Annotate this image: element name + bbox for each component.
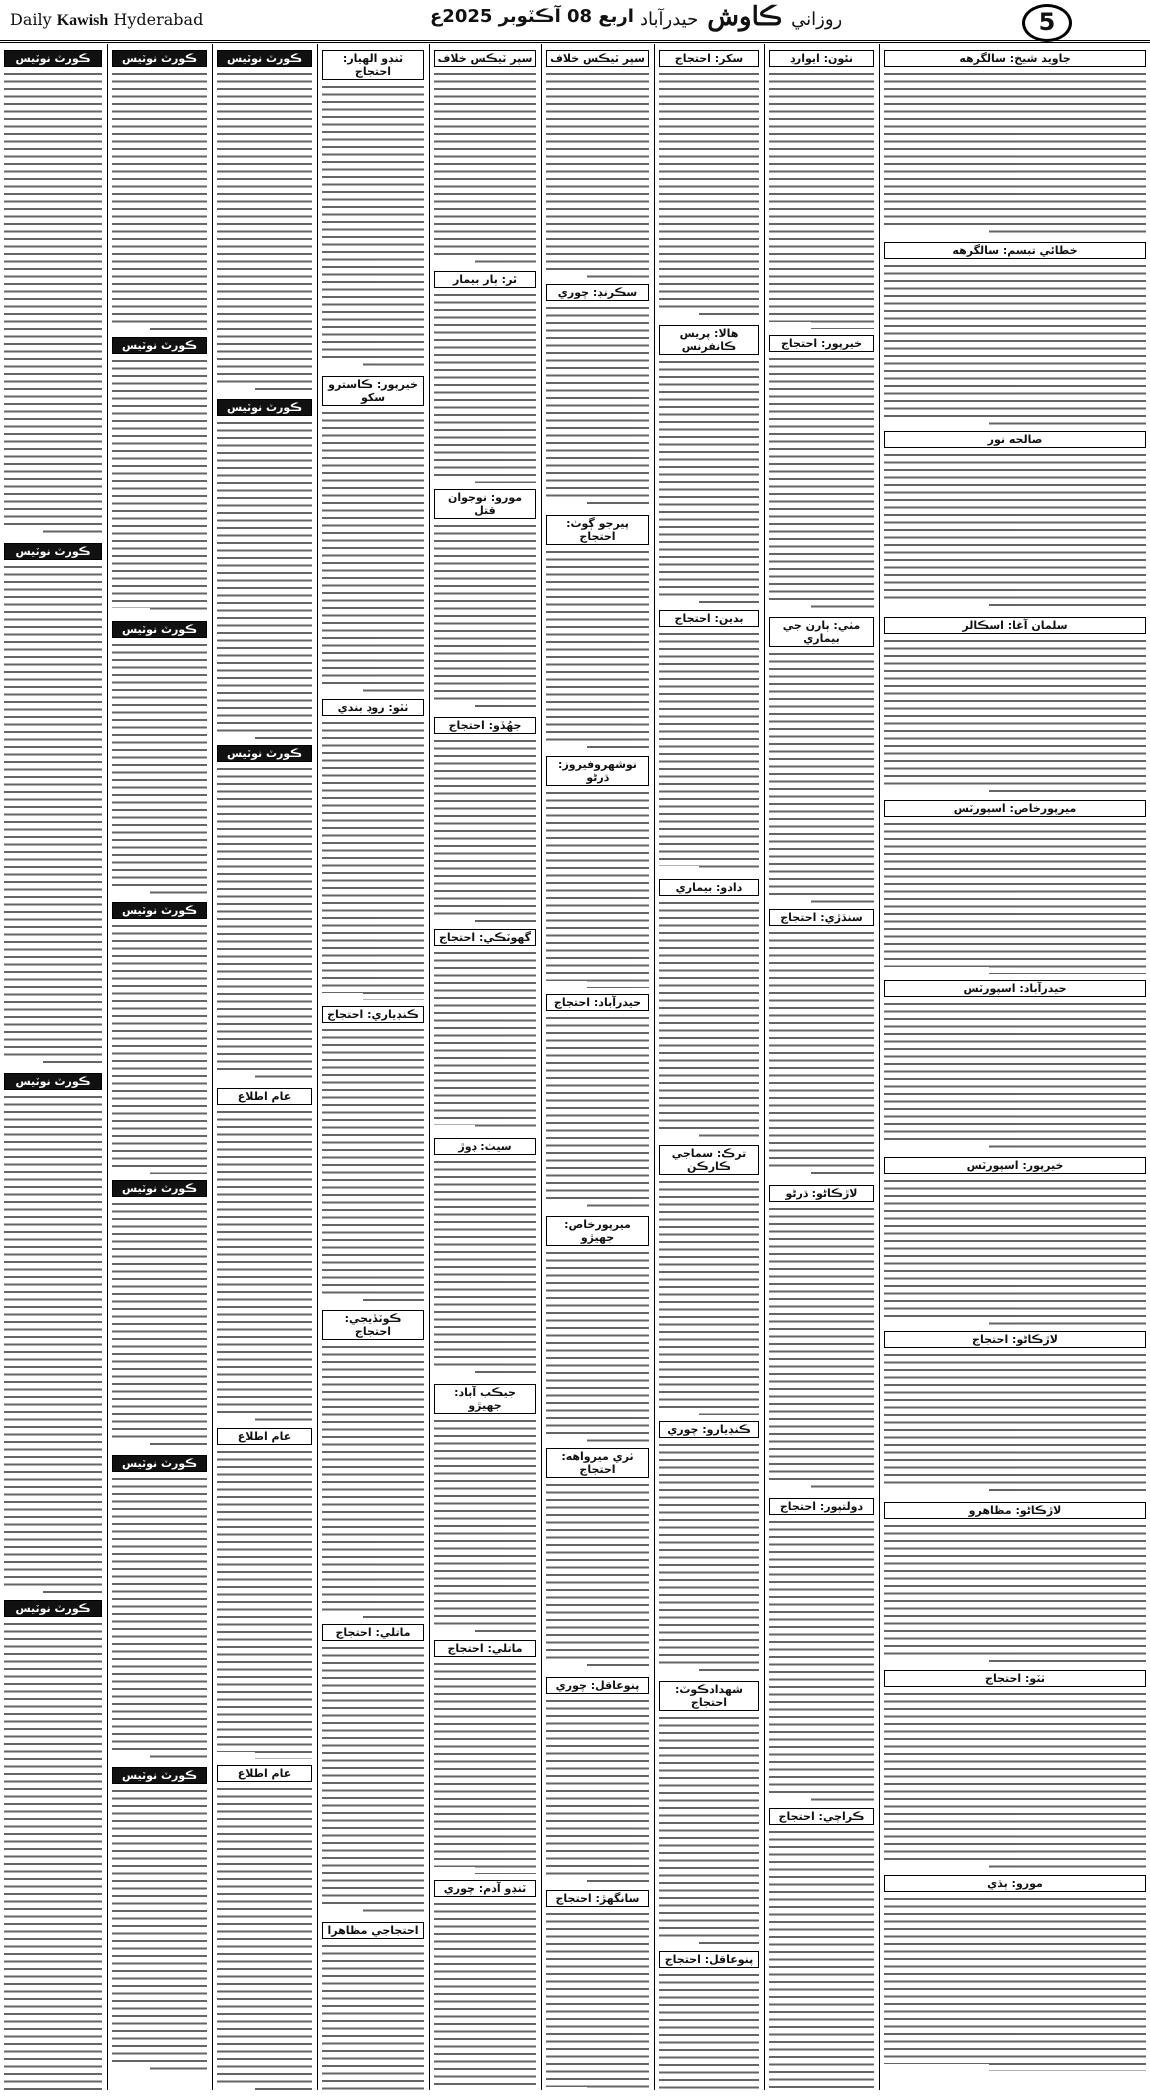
column-rule xyxy=(317,44,318,2090)
article-headline: گهوٽڪي: احتجاج xyxy=(434,929,536,946)
article-body xyxy=(217,765,312,1082)
article-body xyxy=(884,1522,1146,1664)
article-body xyxy=(884,820,1146,974)
article-headline: خيرپور: اسپورٽس xyxy=(884,1157,1146,1174)
article-headline: ميرپورخاص: جھيڙو xyxy=(546,1216,649,1246)
article-body xyxy=(884,1177,1146,1325)
article-headline: ڪورٽ نوٽيس xyxy=(112,902,207,919)
brand-name: ڪاوش xyxy=(707,2,783,32)
news-column-9 xyxy=(880,44,1150,2090)
article-body xyxy=(659,1971,759,2090)
article-headline: ٺري ميرواهه: احتجاج xyxy=(546,1448,649,1478)
article-body xyxy=(546,1014,649,1210)
article-body xyxy=(546,1481,649,1671)
article-body xyxy=(659,1714,759,1945)
article-headline: مورو: ٻڌي xyxy=(884,1875,1146,1892)
article-body xyxy=(434,1158,536,1378)
article-headline: جھُڏو: احتجاج xyxy=(434,717,536,734)
article-body xyxy=(659,70,759,319)
article-headline: ڪورٽ نوٽيس xyxy=(4,1073,102,1090)
page-number: 5 xyxy=(1022,4,1072,42)
article-headline: شهدادڪوٽ: احتجاج xyxy=(659,1681,759,1711)
article-body xyxy=(4,563,102,1067)
article-body xyxy=(884,262,1146,425)
article-body xyxy=(217,70,312,393)
masthead-daily: Daily xyxy=(10,10,52,29)
article-headline: پيرجو ڳوٺ: احتجاج xyxy=(546,515,649,545)
article-headline: سيٺ: ڊوڙ xyxy=(434,1138,536,1155)
article-headline: ڪورٽ نوٽيس xyxy=(217,50,312,67)
english-masthead xyxy=(10,10,203,30)
article-headline: نئون: ايوارڊ xyxy=(769,50,874,67)
masthead-city-en: Hyderabad xyxy=(113,10,204,29)
article-headline: مورو: نوجوان قتل xyxy=(434,489,536,519)
article-headline: سلمان آغا: اسڪالر xyxy=(884,617,1146,634)
news-column-2 xyxy=(108,44,211,2090)
article-headline: پنوعاقل: چوري xyxy=(546,1677,649,1694)
article-headline: نوشهروفيروز: ڌرڻو xyxy=(546,756,649,786)
article-body xyxy=(659,899,759,1139)
article-body xyxy=(112,1787,207,2070)
article-body xyxy=(546,70,649,278)
article-body xyxy=(884,1000,1146,1151)
article-body xyxy=(434,949,536,1132)
article-body xyxy=(322,719,424,1000)
article-body xyxy=(217,419,312,739)
article-headline: دولتپور: احتجاج xyxy=(769,1498,874,1515)
article-headline: ڪورٽ نوٽيس xyxy=(4,50,102,67)
article-headline: لاڙڪاڻو: احتجاج xyxy=(884,1331,1146,1348)
issue-date: اربع 08 آڪٽوبر 2025ع xyxy=(430,6,634,27)
article-body xyxy=(112,641,207,896)
article-headline: ڪوٽڏيجي: احتجاج xyxy=(322,1310,424,1340)
article-body xyxy=(884,1351,1146,1496)
article-headline: جيڪب آباد: جھيڙو xyxy=(434,1384,536,1414)
article-headline: پنوعاقل: احتجاج xyxy=(659,1951,759,1968)
article-headline: بدين: احتجاج xyxy=(659,610,759,627)
masthead xyxy=(0,0,1150,43)
article-headline: خيرپور: ڪاسترو سکو xyxy=(322,376,424,406)
article-headline: ڪورٽ نوٽيس xyxy=(112,1767,207,1784)
article-body xyxy=(769,929,874,1179)
article-headline: ڪنڊيارو: چوري xyxy=(659,1421,759,1438)
article-headline: سانگهڙ: احتجاج xyxy=(546,1890,649,1907)
article-body xyxy=(217,1108,312,1422)
article-body xyxy=(884,637,1146,794)
news-column-6 xyxy=(542,44,653,2090)
article-body xyxy=(112,1475,207,1761)
article-body xyxy=(322,1644,424,1916)
article-headline: ڪورٽ نوٽيس xyxy=(217,399,312,416)
article-headline: دادو: بيماري xyxy=(659,879,759,896)
article-body xyxy=(546,789,649,988)
article-body xyxy=(546,548,649,750)
column-rule xyxy=(541,44,542,2090)
article-headline: هالا: پريس ڪانفرنس xyxy=(659,325,759,355)
article-headline: ڪنڊياري: احتجاج xyxy=(322,1006,424,1023)
article-headline: عام اطلاع xyxy=(217,1088,312,1105)
column-rule xyxy=(764,44,765,2090)
article-headline: ترڪ: سماجي ڪارڪن xyxy=(659,1145,759,1175)
column-rule xyxy=(429,44,430,2090)
article-body xyxy=(4,70,102,537)
column-rule xyxy=(107,44,108,2090)
article-headline: حيدرآباد: اسپورٽس xyxy=(884,980,1146,997)
article-headline: ٺٽو: احتجاج xyxy=(884,1670,1146,1687)
article-body xyxy=(434,70,536,265)
article-body xyxy=(4,1620,102,2090)
article-body xyxy=(884,70,1146,236)
article-headline: سڪرنڊ: چوري xyxy=(546,284,649,301)
article-headline: سپر ٽيڪس خلاف xyxy=(546,50,649,67)
article-headline: ڪورٽ نوٽيس xyxy=(112,337,207,354)
news-column-3 xyxy=(213,44,316,2090)
article-body xyxy=(659,630,759,873)
article-headline: جاويد شيخ: سالگرهه xyxy=(884,50,1146,67)
article-body xyxy=(546,1697,649,1884)
news-column-5 xyxy=(430,44,540,2090)
article-body xyxy=(434,1660,536,1874)
article-body xyxy=(112,357,207,615)
column-rule xyxy=(879,44,880,2090)
article-headline: سکر: احتجاج xyxy=(659,50,759,67)
article-headline: ڪورٽ نوٽيس xyxy=(112,1455,207,1472)
article-headline: سپر ٽيڪس خلاف xyxy=(434,50,536,67)
news-column-1 xyxy=(0,44,106,2090)
article-body xyxy=(112,70,207,331)
article-headline: لاڙڪاڻو: مظاهرو xyxy=(884,1502,1146,1519)
news-column-8 xyxy=(765,44,878,2090)
brand-prefix: روزاني xyxy=(791,9,843,30)
article-headline: ٿر: ٻار بيمار xyxy=(434,271,536,288)
article-headline: خيرپور: احتجاج xyxy=(769,335,874,352)
article-body xyxy=(434,737,536,923)
article-body xyxy=(217,1785,312,2090)
article-body xyxy=(322,83,424,370)
article-body xyxy=(769,1828,874,2090)
article-headline: ٽنڊو الهيار: احتجاج xyxy=(322,50,424,80)
article-body xyxy=(112,922,207,1174)
article-headline: ڪورٽ نوٽيس xyxy=(4,543,102,560)
article-headline: ڪورٽ نوٽيس xyxy=(217,745,312,762)
article-headline: عام اطلاع xyxy=(217,1765,312,1782)
article-headline: ماتلي: احتجاج xyxy=(322,1624,424,1641)
article-headline: ڪورٽ نوٽيس xyxy=(112,621,207,638)
article-headline: حيدرآباد: احتجاج xyxy=(546,994,649,1011)
article-headline: ٺٽو: روڊ بندي xyxy=(322,699,424,716)
sindhi-masthead xyxy=(640,2,842,32)
article-body xyxy=(434,1900,536,2090)
article-headline: احتجاجي مظاهرا xyxy=(322,1922,424,1939)
article-body xyxy=(546,304,649,509)
column-rule xyxy=(212,44,213,2090)
article-headline: ڪورٽ نوٽيس xyxy=(112,50,207,67)
article-headline: ڪراچي: احتجاج xyxy=(769,1808,874,1825)
article-body xyxy=(546,1910,649,2090)
column-rule xyxy=(654,44,655,2090)
article-body xyxy=(769,1518,874,1802)
article-body xyxy=(322,1942,424,2090)
article-body xyxy=(769,1205,874,1492)
article-headline: ميرپورخاص: اسپورٽس xyxy=(884,800,1146,817)
article-headline: لاڙڪاڻو: ڌرڻو xyxy=(769,1185,874,1202)
article-body xyxy=(434,522,536,711)
article-body xyxy=(769,650,874,903)
article-body xyxy=(659,1178,759,1415)
article-body xyxy=(112,1200,207,1449)
news-column-4 xyxy=(318,44,428,2090)
article-headline: ماتلي: احتجاج xyxy=(434,1640,536,1657)
article-body xyxy=(769,70,874,329)
article-body xyxy=(217,1448,312,1759)
article-body xyxy=(659,1441,759,1675)
article-headline: عام اطلاع xyxy=(217,1428,312,1445)
article-body xyxy=(769,355,874,611)
article-headline: ڪورٽ نوٽيس xyxy=(4,1600,102,1617)
article-body xyxy=(884,1895,1146,2071)
article-headline: صالحه نور xyxy=(884,431,1146,448)
article-body xyxy=(659,358,759,604)
article-body xyxy=(322,1026,424,1304)
article-body xyxy=(4,1093,102,1594)
news-column-7 xyxy=(655,44,763,2090)
article-body xyxy=(434,1417,536,1634)
article-body xyxy=(322,409,424,693)
brand-city: حيدرآباد xyxy=(640,9,699,30)
article-body xyxy=(884,451,1146,611)
article-body xyxy=(884,1690,1146,1869)
article-headline: مٺي: ٻارن جي بيماري xyxy=(769,617,874,647)
masthead-kawish: Kawish xyxy=(56,12,109,29)
article-headline: ڪورٽ نوٽيس xyxy=(112,1180,207,1197)
article-body xyxy=(322,1343,424,1618)
article-headline: خطائي تبسم: سالگرهه xyxy=(884,242,1146,259)
article-body xyxy=(434,291,536,483)
article-headline: سنڌڙي: احتجاج xyxy=(769,909,874,926)
article-headline: ٽنڊو آدم: چوري xyxy=(434,1880,536,1897)
article-body xyxy=(546,1249,649,1442)
